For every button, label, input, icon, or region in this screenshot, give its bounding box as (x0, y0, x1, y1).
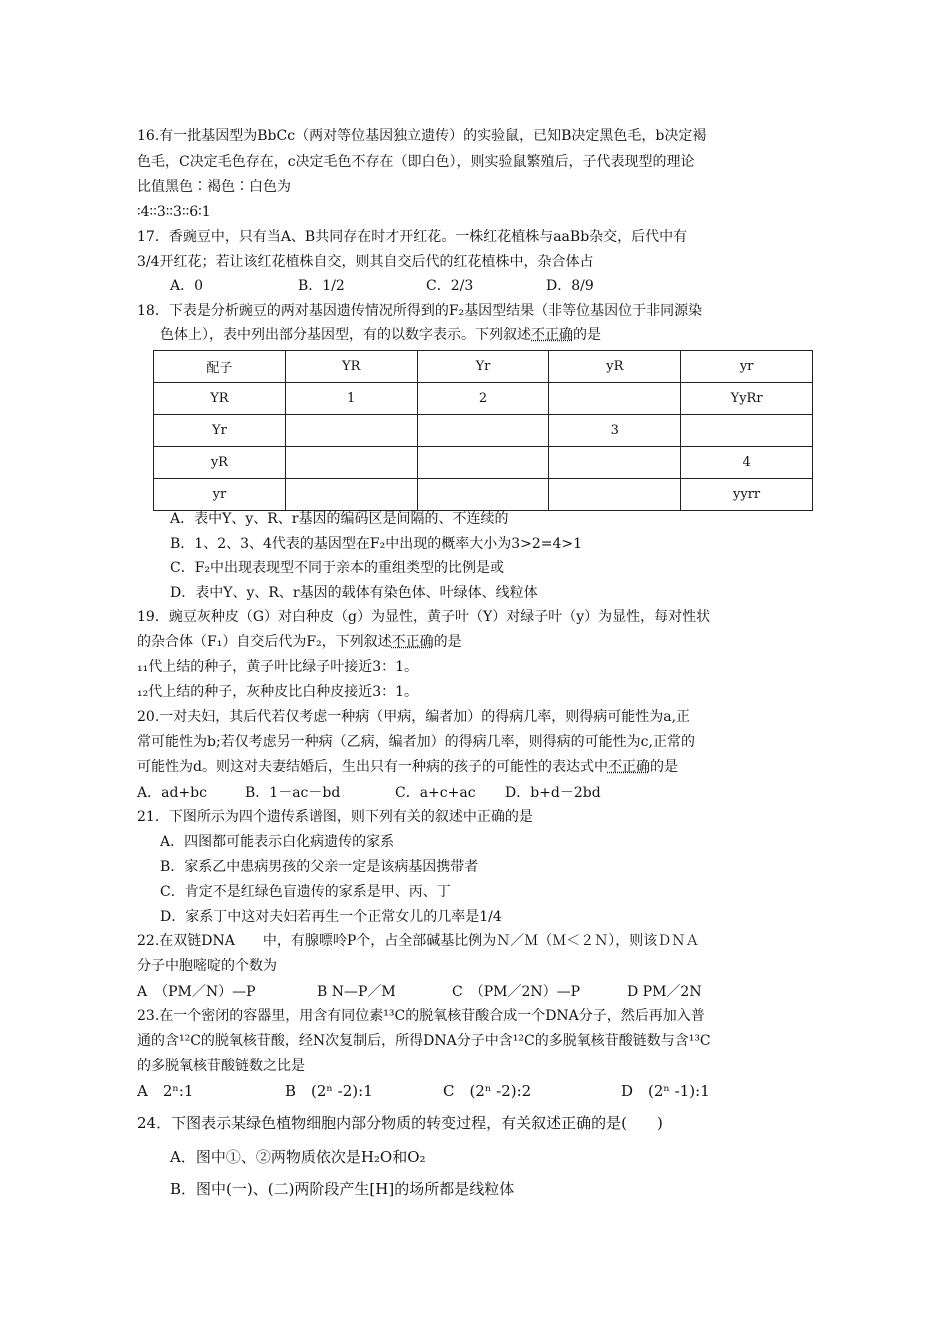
q18-line1: 18．下表是分析豌豆的两对基因遗传情况所得到的F₂基因型结果（非等位基因位于非同源染 (137, 303, 703, 319)
q24-option-a: A．图中①、②两物质依次是H₂O和O₂ (170, 1148, 426, 1166)
table-row (154, 383, 813, 415)
q19-line2: 的杂合体（F₁）自交后代为F₂，下列叙述不正确的是 (137, 634, 462, 650)
q20-option-b: B．1－ac－bd (245, 785, 341, 801)
q20-option-d: D．b+d－2bd (505, 785, 601, 801)
q22-option-c: C （PM／2N）—P (452, 984, 581, 1000)
table-cell (549, 479, 681, 511)
q21-option-c: C．肯定不是红绿色盲遗传的家系是甲、丙、丁 (160, 884, 451, 900)
table-header-row (154, 351, 813, 383)
table-header-cell: 配子 (154, 351, 286, 383)
table-cell: 3 (549, 415, 681, 447)
table-cell: 2 (417, 383, 549, 415)
table-cell: 1 (285, 383, 417, 415)
q18-option-b: B．1、2、3、4代表的基因型在F₂中出现的概率大小为3>2=4>1 (170, 536, 583, 552)
q16-line2: 色毛，C决定毛色存在，c决定毛色不存在（即白色），则实验鼠繁殖后，子代表现型的理论 (137, 154, 695, 170)
q16-line3: 比值黑色∶褐色∶白色为 (137, 179, 291, 195)
q17-option-a: A．0 (170, 278, 204, 294)
table-cell: yyrr (681, 479, 813, 511)
q23-line2: 通的含¹²C的脱氧核苷酸，经N次复制后，所得DNA分子中含¹²C的多脱氧核苷酸链数与含¹³C (137, 1033, 711, 1049)
q23-line3: 的多脱氧核苷酸链数之比是 (137, 1058, 305, 1074)
q19-line4: ₁₂代上结的种子，灰种皮比白种皮接近3：1。 (137, 684, 419, 700)
q16-line4: ∶4∶∶3∶∶3∶∶6∶1 (137, 204, 211, 220)
table-cell: Yr (154, 415, 286, 447)
table-cell: YyRr (681, 383, 813, 415)
q19-line1: 19．豌豆灰种皮（G）对白种皮（g）为显性，黄子叶（Y）对绿子叶（y）为显性，每对性状 (137, 609, 711, 625)
q21-option-a: A．四图都可能表示白化病遗传的家系 (160, 834, 395, 850)
table-row (154, 479, 813, 511)
q18-option-a: A．表中Y、y、R、r基因的编码区是间隔的、不连续的 (170, 511, 509, 527)
table-row (154, 447, 813, 479)
q20-options (137, 784, 830, 802)
q22-line2: 分子中胞嘧啶的个数为 (137, 958, 277, 974)
q21-line1: 21．下图所示为四个遗传系谱图，则下列有关的叙述中正确的是 (137, 809, 533, 825)
table-cell (681, 415, 813, 447)
q18-line2: 色体上），表中列出部分基因型，有的以数字表示。下列叙述不正确的是 (160, 327, 601, 343)
q20-option-c: C．a+c+ac (395, 785, 476, 801)
table-cell (417, 479, 549, 511)
q17-option-d: D．8/9 (546, 278, 594, 294)
q20-option-a: A．ad+bc (137, 785, 207, 801)
q24-option-b: B．图中(一)、(二)两阶段产生[H]的场所都是线粒体 (170, 1180, 515, 1198)
table-cell: YR (154, 383, 286, 415)
q23-option-d: D (2ⁿ -1):1 (621, 1082, 710, 1100)
q17-option-c: C．2/3 (426, 278, 474, 294)
table-row (154, 415, 813, 447)
q20-line3: 可能性为d。则这对夫妻结婚后，生出只有一种病的孩子的可能性的表达式中不正确的是 (137, 759, 678, 775)
table-header-cell: Yr (417, 351, 549, 383)
q18-option-d: D．表中Y、y、R、r基因的载体有染色体、叶绿体、线粒体 (170, 585, 538, 601)
table-cell: yR (154, 447, 286, 479)
table-cell: 4 (681, 447, 813, 479)
table-cell (285, 415, 417, 447)
table-cell (417, 415, 549, 447)
q22-option-b: B N—P／M (317, 984, 396, 1000)
q23-line1: 23.在一个密闭的容器里，用含有同位素¹³C的脱氧核苷酸合成一个DNA分子，然后再加入普 (137, 1008, 705, 1024)
q23-option-c: C (2ⁿ -2):2 (443, 1082, 532, 1100)
table-cell (285, 479, 417, 511)
q19-emphasis: 不正确 (391, 634, 434, 650)
q22-options (137, 983, 830, 1001)
table-cell (549, 383, 681, 415)
table-header-cell: yr (681, 351, 813, 383)
q17-line2: 3/4开红花；若让该红花植株自交，则其自交后代的红花植株中，杂合体占 (137, 254, 594, 270)
q22-option-d: D PM／2N (627, 984, 702, 1000)
q22-line1: 22.在双链DNA 中，有腺嘌呤P个，占全部碱基比例为Ｎ／Ｍ（Ｍ＜２Ｎ），则该ＤＮＡ (137, 933, 700, 949)
q24-line1: 24．下图表示某绿色植物细胞内部分物质的转变过程，有关叙述正确的是( ) (137, 1114, 663, 1132)
q19-line3: ₁₁代上结的种子，黄子叶比绿子叶接近3：1。 (137, 659, 419, 675)
genotype-table (153, 350, 813, 511)
q23-options (137, 1082, 830, 1100)
q18-emphasis: 不正确 (531, 327, 573, 343)
q18-option-c: C．F₂中出现表现型不同于亲本的重组类型的比例是或 (170, 560, 505, 576)
q16-line1: 16.有一批基因型为BbCc（两对等位基因独立遗传）的实验鼠，已知B决定黑色毛，b决定褐 (137, 128, 707, 144)
q17-option-b: B．1/2 (298, 278, 345, 294)
q23-option-b: B (2ⁿ -2):1 (285, 1082, 373, 1100)
table-header-cell: yR (549, 351, 681, 383)
q21-option-b: B．家系乙中患病男孩的父亲一定是该病基因携带者 (160, 859, 479, 875)
q21-option-d: D．家系丁中这对夫妇若再生一个正常女儿的几率是1/4 (160, 909, 502, 925)
q20-line2: 常可能性为b;若仅考虑另一种病（乙病，编者加）的得病几率，则得病的可能性为c,正常的 (137, 734, 695, 750)
table-cell (417, 447, 549, 479)
q20-emphasis: 不正确 (607, 759, 650, 775)
q23-option-a: A 2ⁿ:1 (137, 1082, 194, 1100)
q17-line1: 17．香豌豆中，只有当A、B共同存在时才开红花。一株红花植株与aaBb杂交，后代中有 (137, 229, 688, 245)
q17-options (170, 277, 830, 295)
table-header-cell: YR (285, 351, 417, 383)
table-cell (549, 447, 681, 479)
q20-line1: 20.一对夫妇，其后代若仅考虑一种病（甲病，编者加）的得病几率，则得病可能性为a,正 (137, 709, 691, 725)
table-cell: yr (154, 479, 286, 511)
q22-option-a: A （PM／N）—P (137, 984, 256, 1000)
table-cell (285, 447, 417, 479)
